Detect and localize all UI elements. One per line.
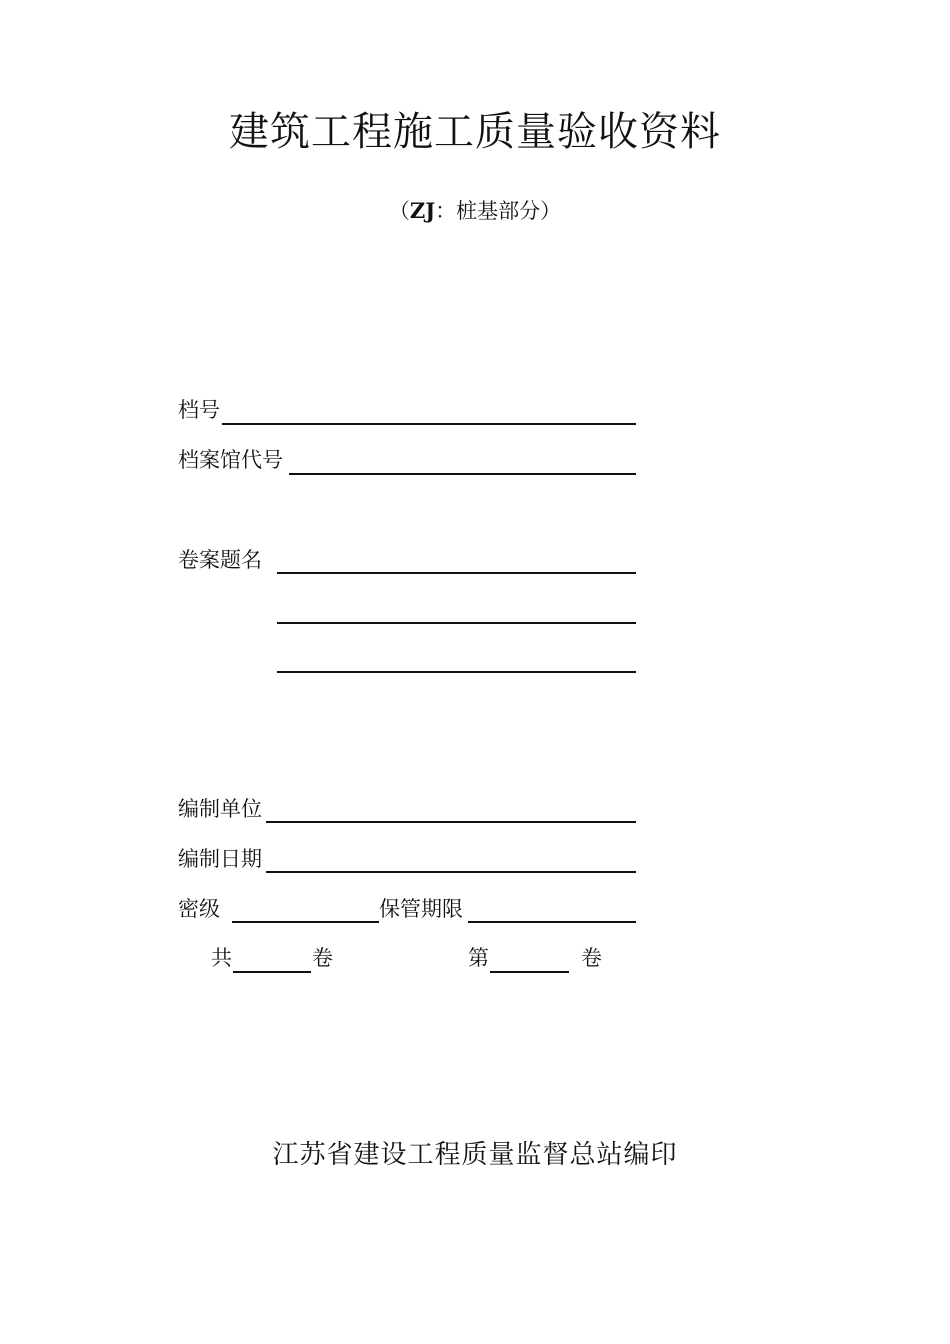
document-title: 建筑工程施工质量验收资料 [229, 109, 721, 155]
compiler-line [266, 821, 636, 823]
subtitle-text: 桩基部分 [456, 199, 541, 223]
retention-label: 保管期限 [379, 897, 463, 921]
volume-title-line-2 [277, 622, 636, 624]
subtitle-open-paren: （ [388, 199, 410, 223]
volume-index-prefix: 第 [468, 946, 489, 970]
compile-date-label: 编制日期 [178, 847, 262, 871]
secrecy-label: 密级 [178, 897, 220, 921]
subtitle-code: ZJ [409, 198, 436, 223]
file-no-line [222, 423, 636, 425]
volume-total-suffix: 卷 [312, 946, 333, 970]
publisher-footer: 江苏省建设工程质量监督总站编印 [272, 1140, 678, 1170]
file-no-label: 档号 [178, 398, 220, 422]
archive-code-label: 档案馆代号 [178, 448, 283, 472]
subtitle-close-paren: ） [540, 199, 562, 223]
volume-total-line [233, 971, 311, 973]
volume-index-line [490, 971, 569, 973]
secrecy-line [232, 921, 379, 923]
compiler-label: 编制单位 [178, 797, 262, 821]
volume-title-line-1 [277, 572, 636, 574]
volume-title-line-3 [277, 671, 636, 673]
volume-title-label: 卷案题名 [178, 548, 262, 572]
volume-total-prefix: 共 [211, 946, 232, 970]
document-subtitle [0, 197, 950, 225]
compile-date-line [266, 871, 636, 873]
retention-line [468, 921, 636, 923]
volume-index-suffix: 卷 [581, 946, 602, 970]
archive-code-line [289, 473, 636, 475]
subtitle-separator: ： [435, 199, 457, 223]
